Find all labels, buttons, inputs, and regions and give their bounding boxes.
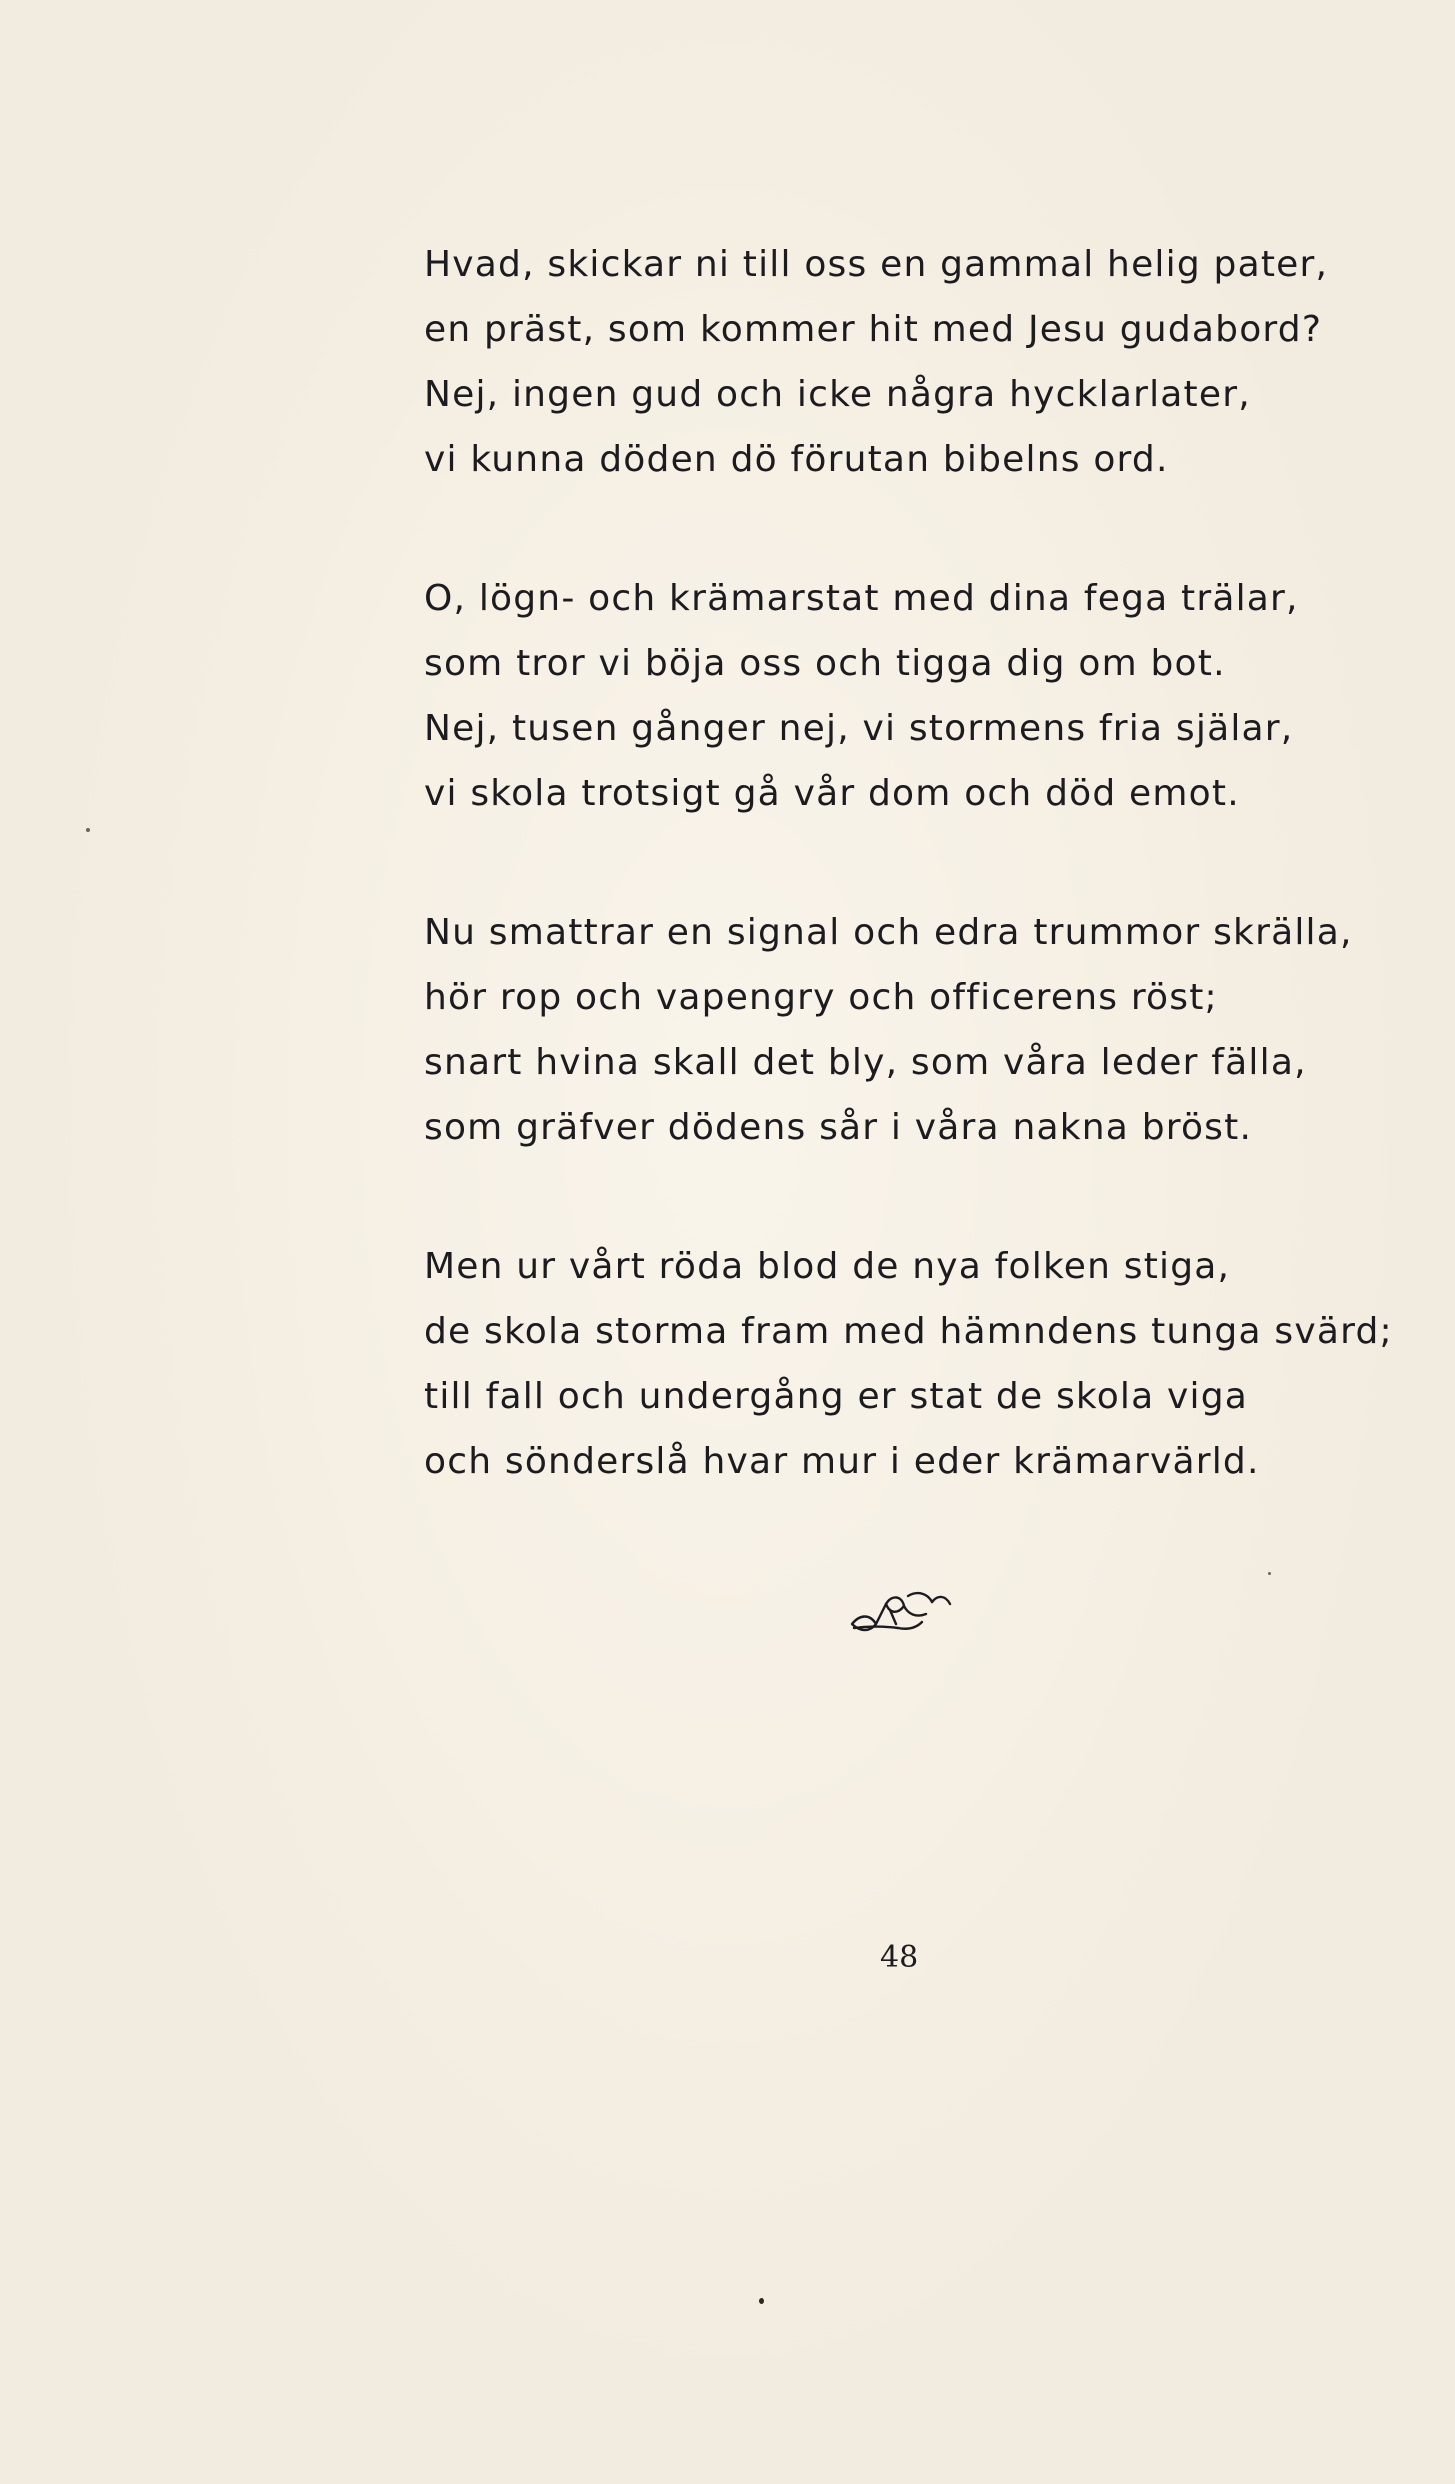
poem-line: Hvad, skickar ni till oss en gammal helig pater, bbox=[424, 244, 1329, 285]
poem-line: Nu smattrar en signal och edra trummor skrälla, bbox=[424, 912, 1353, 953]
stanza-4 bbox=[424, 1234, 1404, 1494]
poem-line: Men ur vårt röda blod de nya folken stiga, bbox=[424, 1246, 1231, 1287]
poem-line: O, lögn- och krämarstat med dina fega trälar, bbox=[424, 578, 1299, 619]
poem-line: till fall och undergång er stat de skola viga bbox=[424, 1376, 1249, 1417]
poem-line: Nej, ingen gud och icke några hycklarlater, bbox=[424, 374, 1251, 415]
poem-line: de skola storma fram med hämndens tunga svärd; bbox=[424, 1311, 1393, 1352]
poem-line: som gräfver dödens sår i våra nakna bröst. bbox=[424, 1107, 1253, 1148]
poem-line: som tror vi böja oss och tigga dig om bot. bbox=[424, 643, 1226, 684]
poem-line: en präst, som kommer hit med Jesu gudabord? bbox=[424, 309, 1323, 350]
stanza-3 bbox=[424, 900, 1404, 1160]
poem-line: Nej, tusen gånger nej, vi stormens fria själar, bbox=[424, 708, 1294, 749]
poem-line: hör rop och vapengry och officerens röst; bbox=[424, 977, 1218, 1018]
stanza-1 bbox=[424, 232, 1404, 492]
page-number: 48 bbox=[880, 1940, 919, 1975]
floral-vignette-icon bbox=[846, 1584, 956, 1638]
paper-speck bbox=[1268, 1572, 1271, 1575]
poem-line: vi skola trotsigt gå vår dom och död emot. bbox=[424, 773, 1240, 814]
poem bbox=[424, 232, 1404, 1568]
poem-line: och sönderslå hvar mur i eder krämarvärld. bbox=[424, 1441, 1260, 1482]
paper-speck bbox=[759, 2298, 764, 2304]
poem-line: snart hvina skall det bly, som våra leder fälla, bbox=[424, 1042, 1307, 1083]
paper-speck bbox=[86, 828, 90, 832]
poem-line: vi kunna döden dö förutan bibelns ord. bbox=[424, 439, 1169, 480]
stanza-2 bbox=[424, 566, 1404, 826]
